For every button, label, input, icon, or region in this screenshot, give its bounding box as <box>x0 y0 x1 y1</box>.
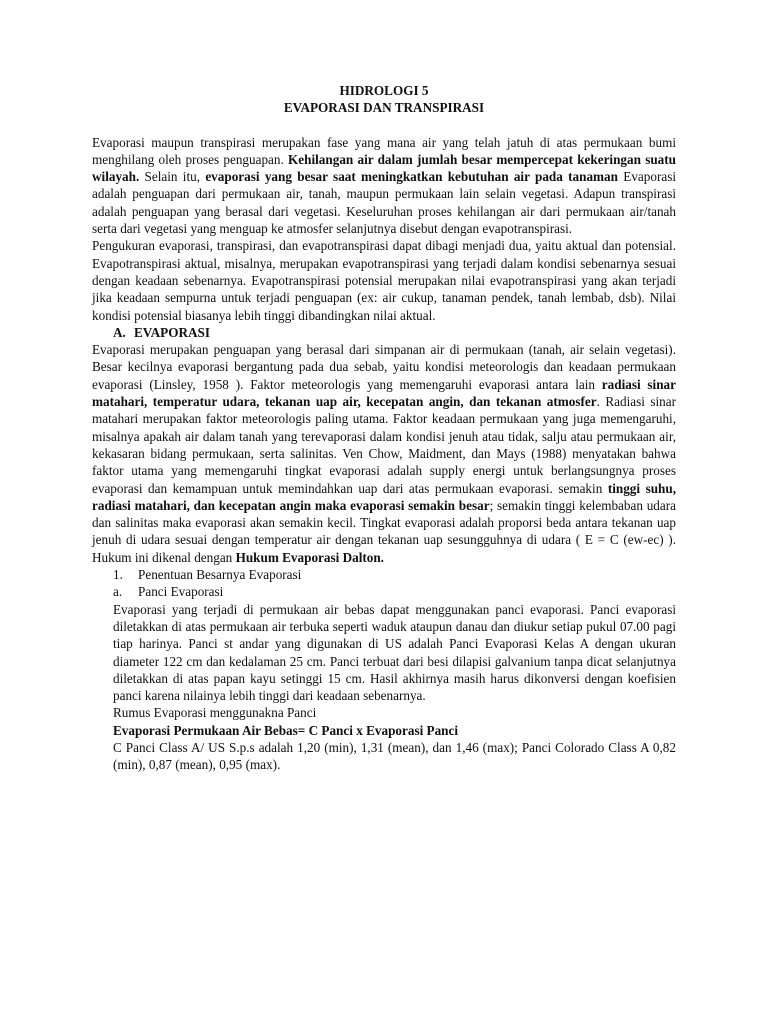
bold-text-run: Kehilangan air dalam jumlah besar mempercepat kekeringan suatu wilayah. <box>92 151 676 185</box>
list-item-panci <box>92 583 676 600</box>
doc-subtitle: EVAPORASI DAN TRANSPIRASI <box>283 100 485 116</box>
text-run: Evaporasi maupun transpirasi merupakan fase yang mana air yang telah jatuh di atas permukaan bumi menghilang oleh proses penguapan. <box>92 134 676 167</box>
formula-text: Evaporasi Permukaan Air Bebas= C Panci x Evaporasi Panci <box>113 722 459 738</box>
paragraph-panci <box>92 601 676 705</box>
spacer <box>92 117 676 134</box>
bold-text-run: Hukum Evaporasi Dalton. <box>235 549 384 565</box>
section-heading-evaporasi <box>92 324 676 341</box>
text-run: . Radiasi sinar matahari merupakan faktor meteorologis paling utama. Faktor keadaan permukaan yang juga memengaruhi, misalnya apakah air dalam tanah yang terevaporasi dalam kondisi jenuh atau tidak, salju atau permukaan air, kekasaran bidang permukaan, serta salinitas. Ven Chow, Maidment, dan Mays (1988) menyatakan bahwa faktor utama yang memengaruhi tingkat evaporasi adalah supply energi untuk berlangsungnya proses evaporasi dan kemampuan untuk memindahkan uap dari atas permukaan evaporasi. semakin <box>92 394 676 496</box>
document-page <box>92 82 676 774</box>
doc-title: HIDROLOGI 5 <box>339 83 429 98</box>
formula-intro: Rumus Evaporasi menggunakna Panci <box>113 705 317 721</box>
text-run: Selain itu, <box>139 169 206 185</box>
paragraph-evaporasi <box>92 341 676 566</box>
text-run: ; semakin tinggi kelembaban udara dan salinitas maka evaporasi akan semakin kecil. Tingkat evaporasi adalah proporsi beda antara tekanan uap jenuh di udara sesuai dengan temperatur air dengan tekanan uap sesungguhnya di udara ( E = C (ew-ec) ). Hukum ini dikenal dengan <box>92 497 676 565</box>
bold-text-run: evaporasi yang besar saat meningkatkan kebutuhan air pada tanaman <box>205 169 618 185</box>
section-marker: A. <box>113 324 126 340</box>
formula <box>92 722 676 739</box>
section-title: EVAPORASI <box>134 324 210 340</box>
text-run: Evaporasi merupakan penguapan yang berasal dari simpanan air di permukaan (tanah, air selain vegetasi). Besar kecilnya evaporasi bergantung pada dua sebab, yaitu kondisi meteorologis dan keadaan permukaan evaporasi (Linsley, 1958 ). Faktor meteorologis yang memengaruhi evaporasi antara lain <box>92 342 676 392</box>
bold-text-run: tinggi suhu, radiasi matahari, dan kecepatan angin maka evaporasi semakin besar <box>92 480 676 513</box>
text-run: Pengukuran evaporasi, transpirasi, dan evapotranspirasi dapat dibagi menjadi dua, yaitu aktual dan potensial. Evapotranspirasi aktual, misalnya, merupakan evapotranspirasi yang terjadi dalam kondisi sebenarnya sesuai dengan keadaan sebenarnya. Evapotranspirasi potensial merupakan nilai evapotranspirasi yang akan terjadi jika keadaan sempurna untuk terjadi penguapan (ex: air cukup, tanaman pendek, tanah lembab, dsb). Nilai kondisi potensial biasanya lebih tinggi dibandingkan nilai aktual. <box>92 238 676 323</box>
text-run: C Panci Class A/ US S.p.s adalah 1,20 (min), 1,31 (mean), dan 1,46 (max); Panci Colorado Class A 0,82 (min), 0,87 (mean), 0,95 (max). <box>113 739 676 773</box>
paragraph-coefficients <box>92 739 676 774</box>
text-run: Evaporasi yang terjadi di permukaan air bebas dapat menggunakan panci evaporasi. Panci evaporasi diletakkan di atas permukaan air terbuka seperti waduk ataupun danau dan diukur setiap pukul 07.00 pagi tiap harinya. Panci st andar yang digunakan di US adalah Panci Evaporasi Kelas A dengan ukuran diameter 122 cm dan kedalaman 25 cm. Panci terbuat dari besi dilapisi galvanium tanpa dicat selanjutnya diletakkan di atas papan kayu setinggi 15 cm. Hasil akhirnya masih harus dikonversi dengan koefisien panci karena nilainya lebih tinggi dari keadaan sebenarnya. <box>113 601 676 704</box>
list-marker: 1. <box>113 567 123 583</box>
paragraph-measurement <box>92 237 676 323</box>
list-marker: a. <box>113 584 123 600</box>
bold-text-run: radiasi sinar matahari, temperatur udara, tekanan uap air, kecepatan angin, dan tekanan atmosfer <box>92 376 676 410</box>
text-run: Evaporasi adalah penguapan dari permukaan air, tanah, maupun permukaan lain selain vegetasi. Adapun transpirasi adalah penguapan yang berasal dari vegetasi. Keseluruhan proses kehilangan air dari permukaan air/tanah serta dari vegetasi yang menguap ke atmosfer selanjutnya disebut dengan evapotranspirasi. <box>92 169 677 237</box>
paragraph-intro <box>92 134 676 238</box>
list-label: Penentuan Besarnya Evaporasi <box>138 567 302 583</box>
list-item-penentuan <box>92 566 676 583</box>
list-label: Panci Evaporasi <box>138 584 224 600</box>
